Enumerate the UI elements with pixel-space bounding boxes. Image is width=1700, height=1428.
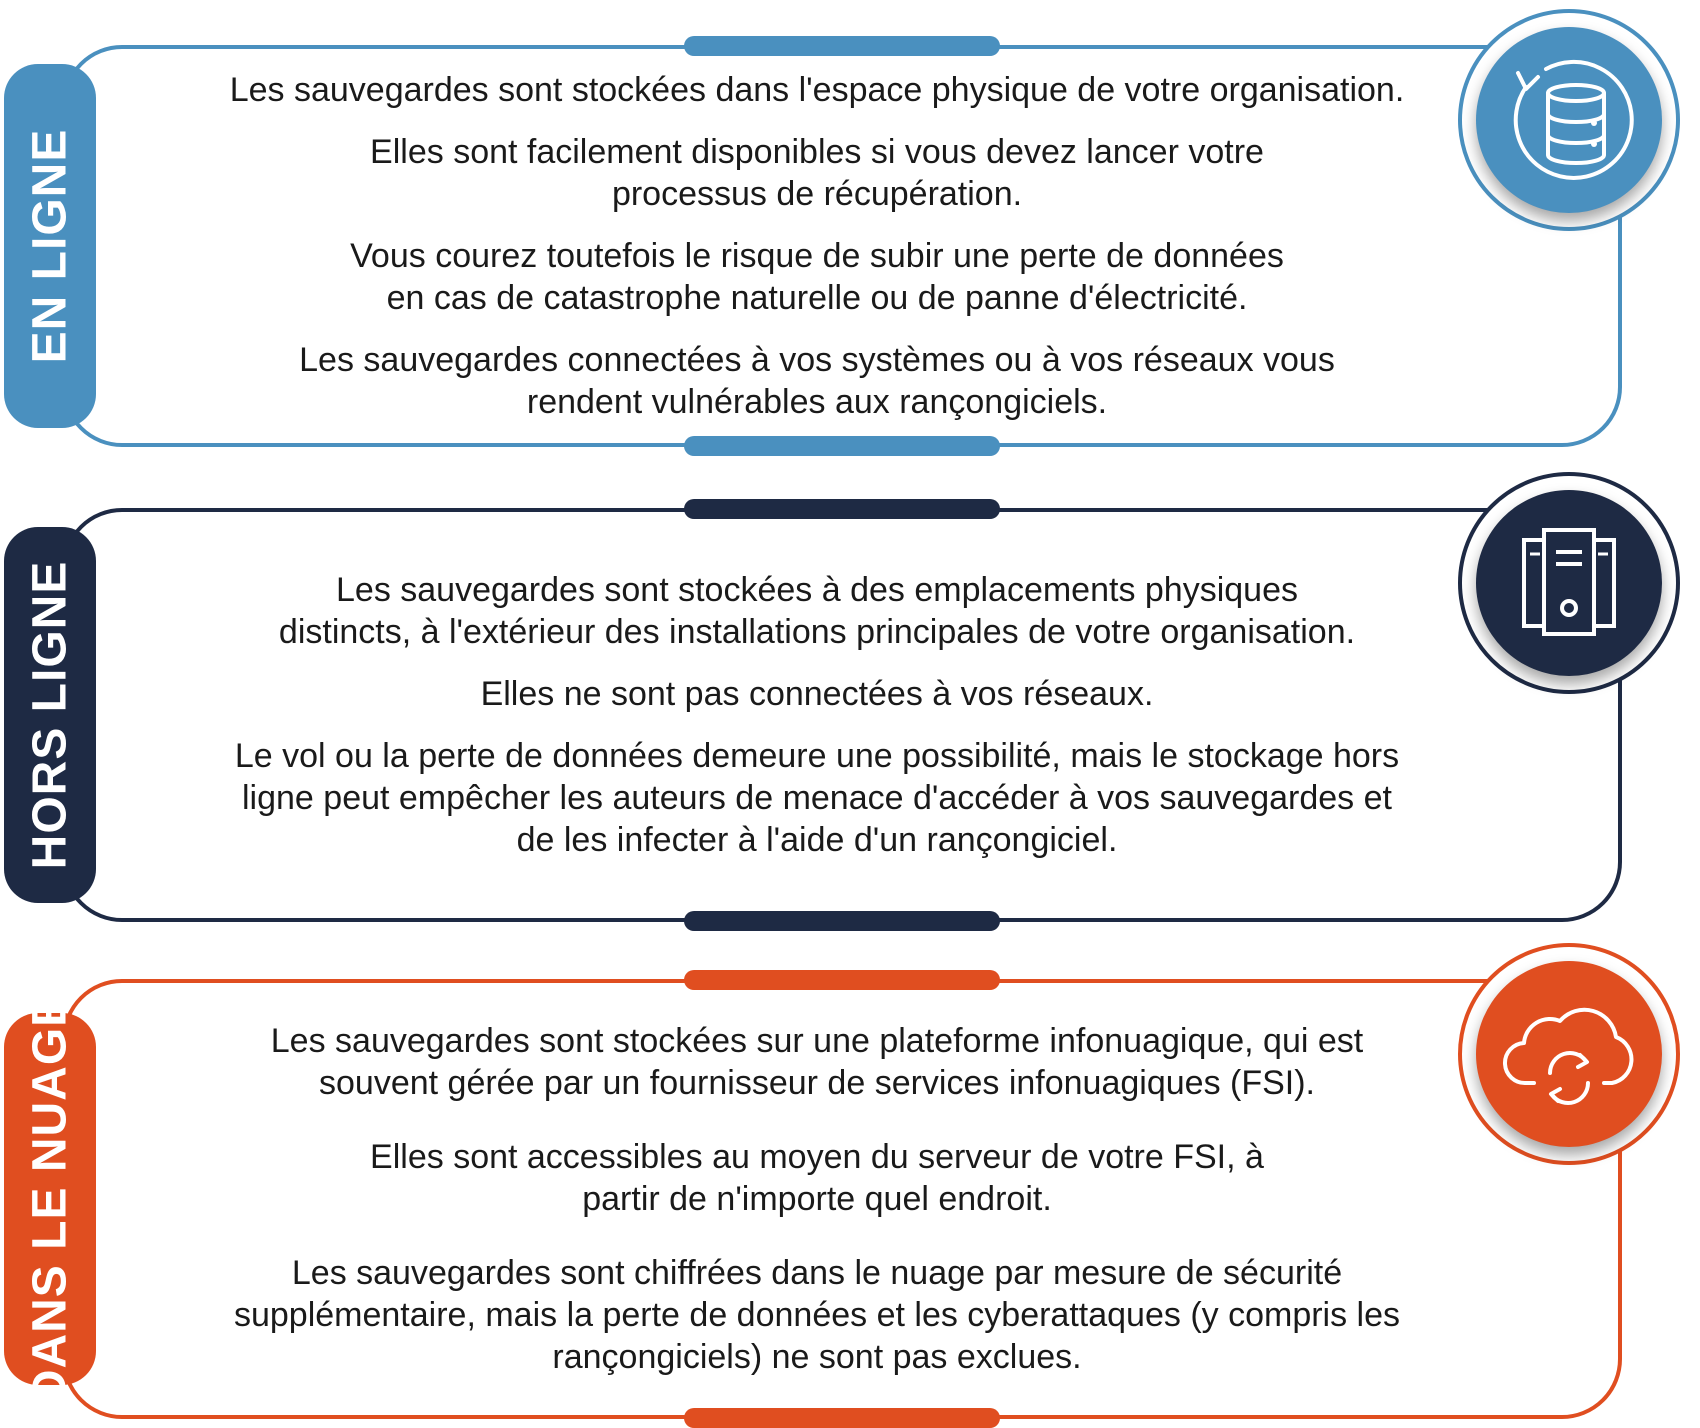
section-label: EN LIGNE [23,128,77,364]
paragraph: Les sauvegardes sont stockées dans l'espace physique de votre organisation. [229,71,1405,109]
section-text [226,49,1408,443]
section-label: DANS LE NUAGE [23,993,77,1405]
section-tab-cloud [4,993,96,1405]
icon-badge [1458,943,1680,1165]
paragraph: Les sauvegardes sont chiffrées dans le nuage par mesure de sécurité supplémentaire, mais la perte de données et les cyberattaques (y compris les rançongiciels) ne sont pas exclues. [233,1254,1401,1376]
section-label: HORS LIGNE [23,560,77,870]
paragraph: Le vol ou la perte de données demeure une possibilité, mais le stockage hors ligne peut empêcher les auteurs de menace d'accéder à vos sauvegardes et de les infecter à l'aide d'un rançongiciel. [234,737,1400,859]
paragraph: Les sauvegardes connectées à vos systèmes ou à vos réseaux vous rendent vulnérables aux rançongiciels. [299,341,1335,421]
paragraph: Elles sont accessibles au moyen du serveur de votre FSI, à partir de n'importe quel endroit. [370,1138,1264,1218]
paragraph: Elles ne sont pas connectées à vos réseaux. [480,675,1154,713]
section-tab-offline [4,527,96,903]
icon-badge [1458,472,1680,694]
section-offline [23,508,1622,922]
paragraph: Elles sont facilement disponibles si vous devez lancer votre processus de récupération. [370,133,1264,213]
server-towers-icon [1476,490,1662,676]
cloud-sync-icon [1476,961,1662,1147]
icon-badge [1458,9,1680,231]
section-online [23,45,1622,447]
database-sync-icon [1476,27,1662,213]
section-text [226,983,1408,1415]
section-tab-online [4,64,96,428]
paragraph: Les sauvegardes sont stockées à des emplacements physiques distincts, à l'extérieur des installations principales de votre organisation. [278,571,1356,651]
paragraph: Les sauvegardes sont stockées sur une plateforme infonuagique, qui est souvent gérée par un fournisseur de services infonuagiques (FSI). [270,1022,1364,1102]
section-text [226,512,1408,918]
section-cloud [23,979,1622,1419]
paragraph: Vous courez toutefois le risque de subir une perte de données en cas de catastrophe naturelle ou de panne d'électricité. [350,237,1284,317]
